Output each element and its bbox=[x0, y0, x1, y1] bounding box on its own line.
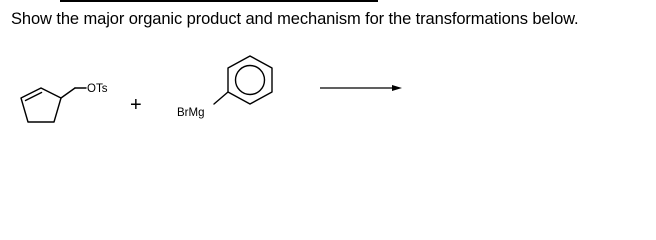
arrow-head bbox=[392, 85, 402, 91]
question-instruction: Show the major organic product and mechanism for the transformations below. bbox=[11, 10, 579, 28]
ring-double-bond bbox=[26, 93, 42, 101]
carbon-magnesium-bond bbox=[214, 92, 228, 104]
ots-label: OTs bbox=[87, 83, 108, 95]
cyclopentenyl-tosylate-structure bbox=[21, 88, 86, 122]
phenylmagnesium-bromide-structure bbox=[214, 56, 272, 104]
benzene-ring bbox=[228, 56, 272, 104]
reaction-arrow bbox=[320, 85, 402, 91]
plus-sign: + bbox=[130, 94, 142, 116]
brmg-label: BrMg bbox=[177, 107, 205, 119]
aromatic-circle bbox=[236, 66, 265, 95]
ring-substituent-bond bbox=[61, 88, 75, 98]
